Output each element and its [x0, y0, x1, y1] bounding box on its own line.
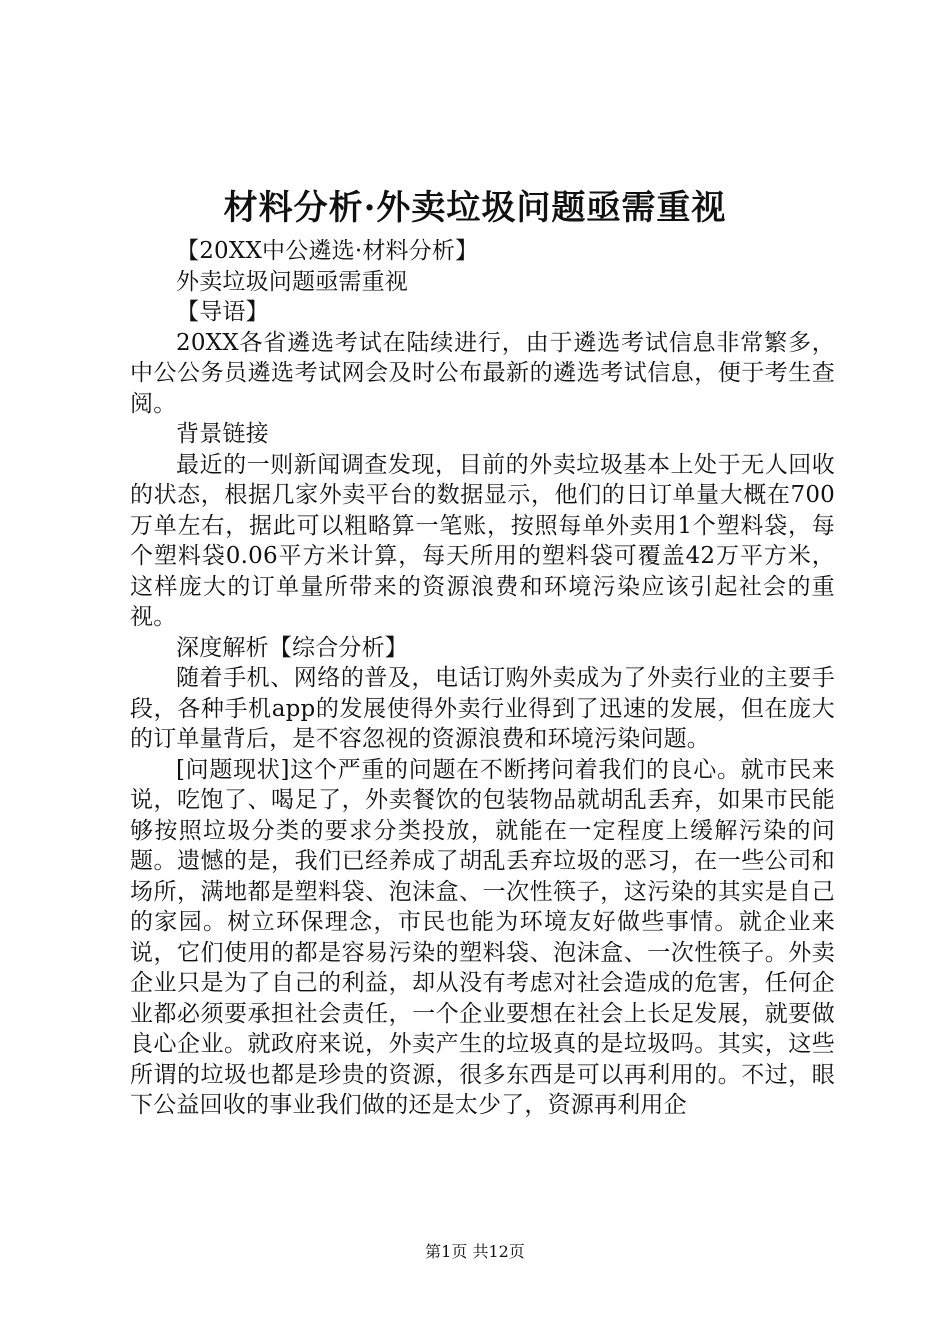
paragraph-subtitle: 外卖垃圾问题亟需重视 — [176, 268, 408, 295]
paragraph-source-tag: 【20XX中公遴选·材料分析】 — [176, 238, 479, 264]
document-body — [130, 236, 835, 1121]
paragraph-analysis: 随着手机、网络的普及，电话订购外卖成为了外卖行业的主要手段，各种手机app的发展使得外卖行业得到了迅速的发展，但在庞大的订单量背后，是不容忽视的资源浪费和环境污染问题。 — [130, 665, 835, 752]
page-footer: 第1页 共12页 — [425, 1242, 525, 1261]
paragraph-analysis-heading: 深度解析【综合分析】 — [176, 634, 408, 661]
paragraph-background-heading: 背景链接 — [176, 421, 269, 447]
paragraph-intro-heading: 【导语】 — [176, 299, 269, 325]
paragraph-problem-status: [问题现状]这个严重的问题在不断拷问着我们的良心。就市民来说，吃饱了、喝足了，外卖餐饮的包装物品就胡乱丢弃，如果市民能够按照垃圾分类的要求分类投放，就能在一定程度上缓解污染的问题。遗憾的是，我们已经养成了胡乱丢弃垃圾的恶习，在一些公司和场所，满地都是塑料袋、泡沫盒、一次性筷子，这污染的其实是自己的家园。树立环保理念，市民也能为环境友好做些事情。就企业来说，它们使用的都是容易污染的塑料袋、泡沫盒、一次性筷子。外卖企业只是为了自己的利益，却从没有考虑对社会造成的危害，任何企业都必须要承担社会责任，一个企业要想在社会上长足发展，就要做良心企业。就政府来说，外卖产生的垃圾真的是垃圾吗。其实，这些所谓的垃圾也都是珍贵的资源，很多东西是可以再利用的。不过，眼下公益回收的事业我们做的还是太少了，资源再利用企 — [130, 756, 835, 1118]
paragraph-background: 最近的一则新闻调查发现，目前的外卖垃圾基本上处于无人回收的状态，根据几家外卖平台的数据显示，他们的日订单量大概在700万单左右，据此可以粗略算一笔账，按照每单外卖用1个塑料袋，每个塑料袋0.06平方米计算，每天所用的塑料袋可覆盖42万平方米，这样庞大的订单量所带来的资源浪费和环境污染应该引起社会的重视。 — [130, 451, 835, 630]
document-title: 材料分析·外卖垃圾问题亟需重视 — [223, 188, 727, 228]
paragraph-intro: 20XX各省遴选考试在陆续进行，由于遴选考试信息非常繁多，中公公务员遴选考试网会及时公布最新的遴选考试信息，便于考生查阅。 — [130, 329, 835, 417]
